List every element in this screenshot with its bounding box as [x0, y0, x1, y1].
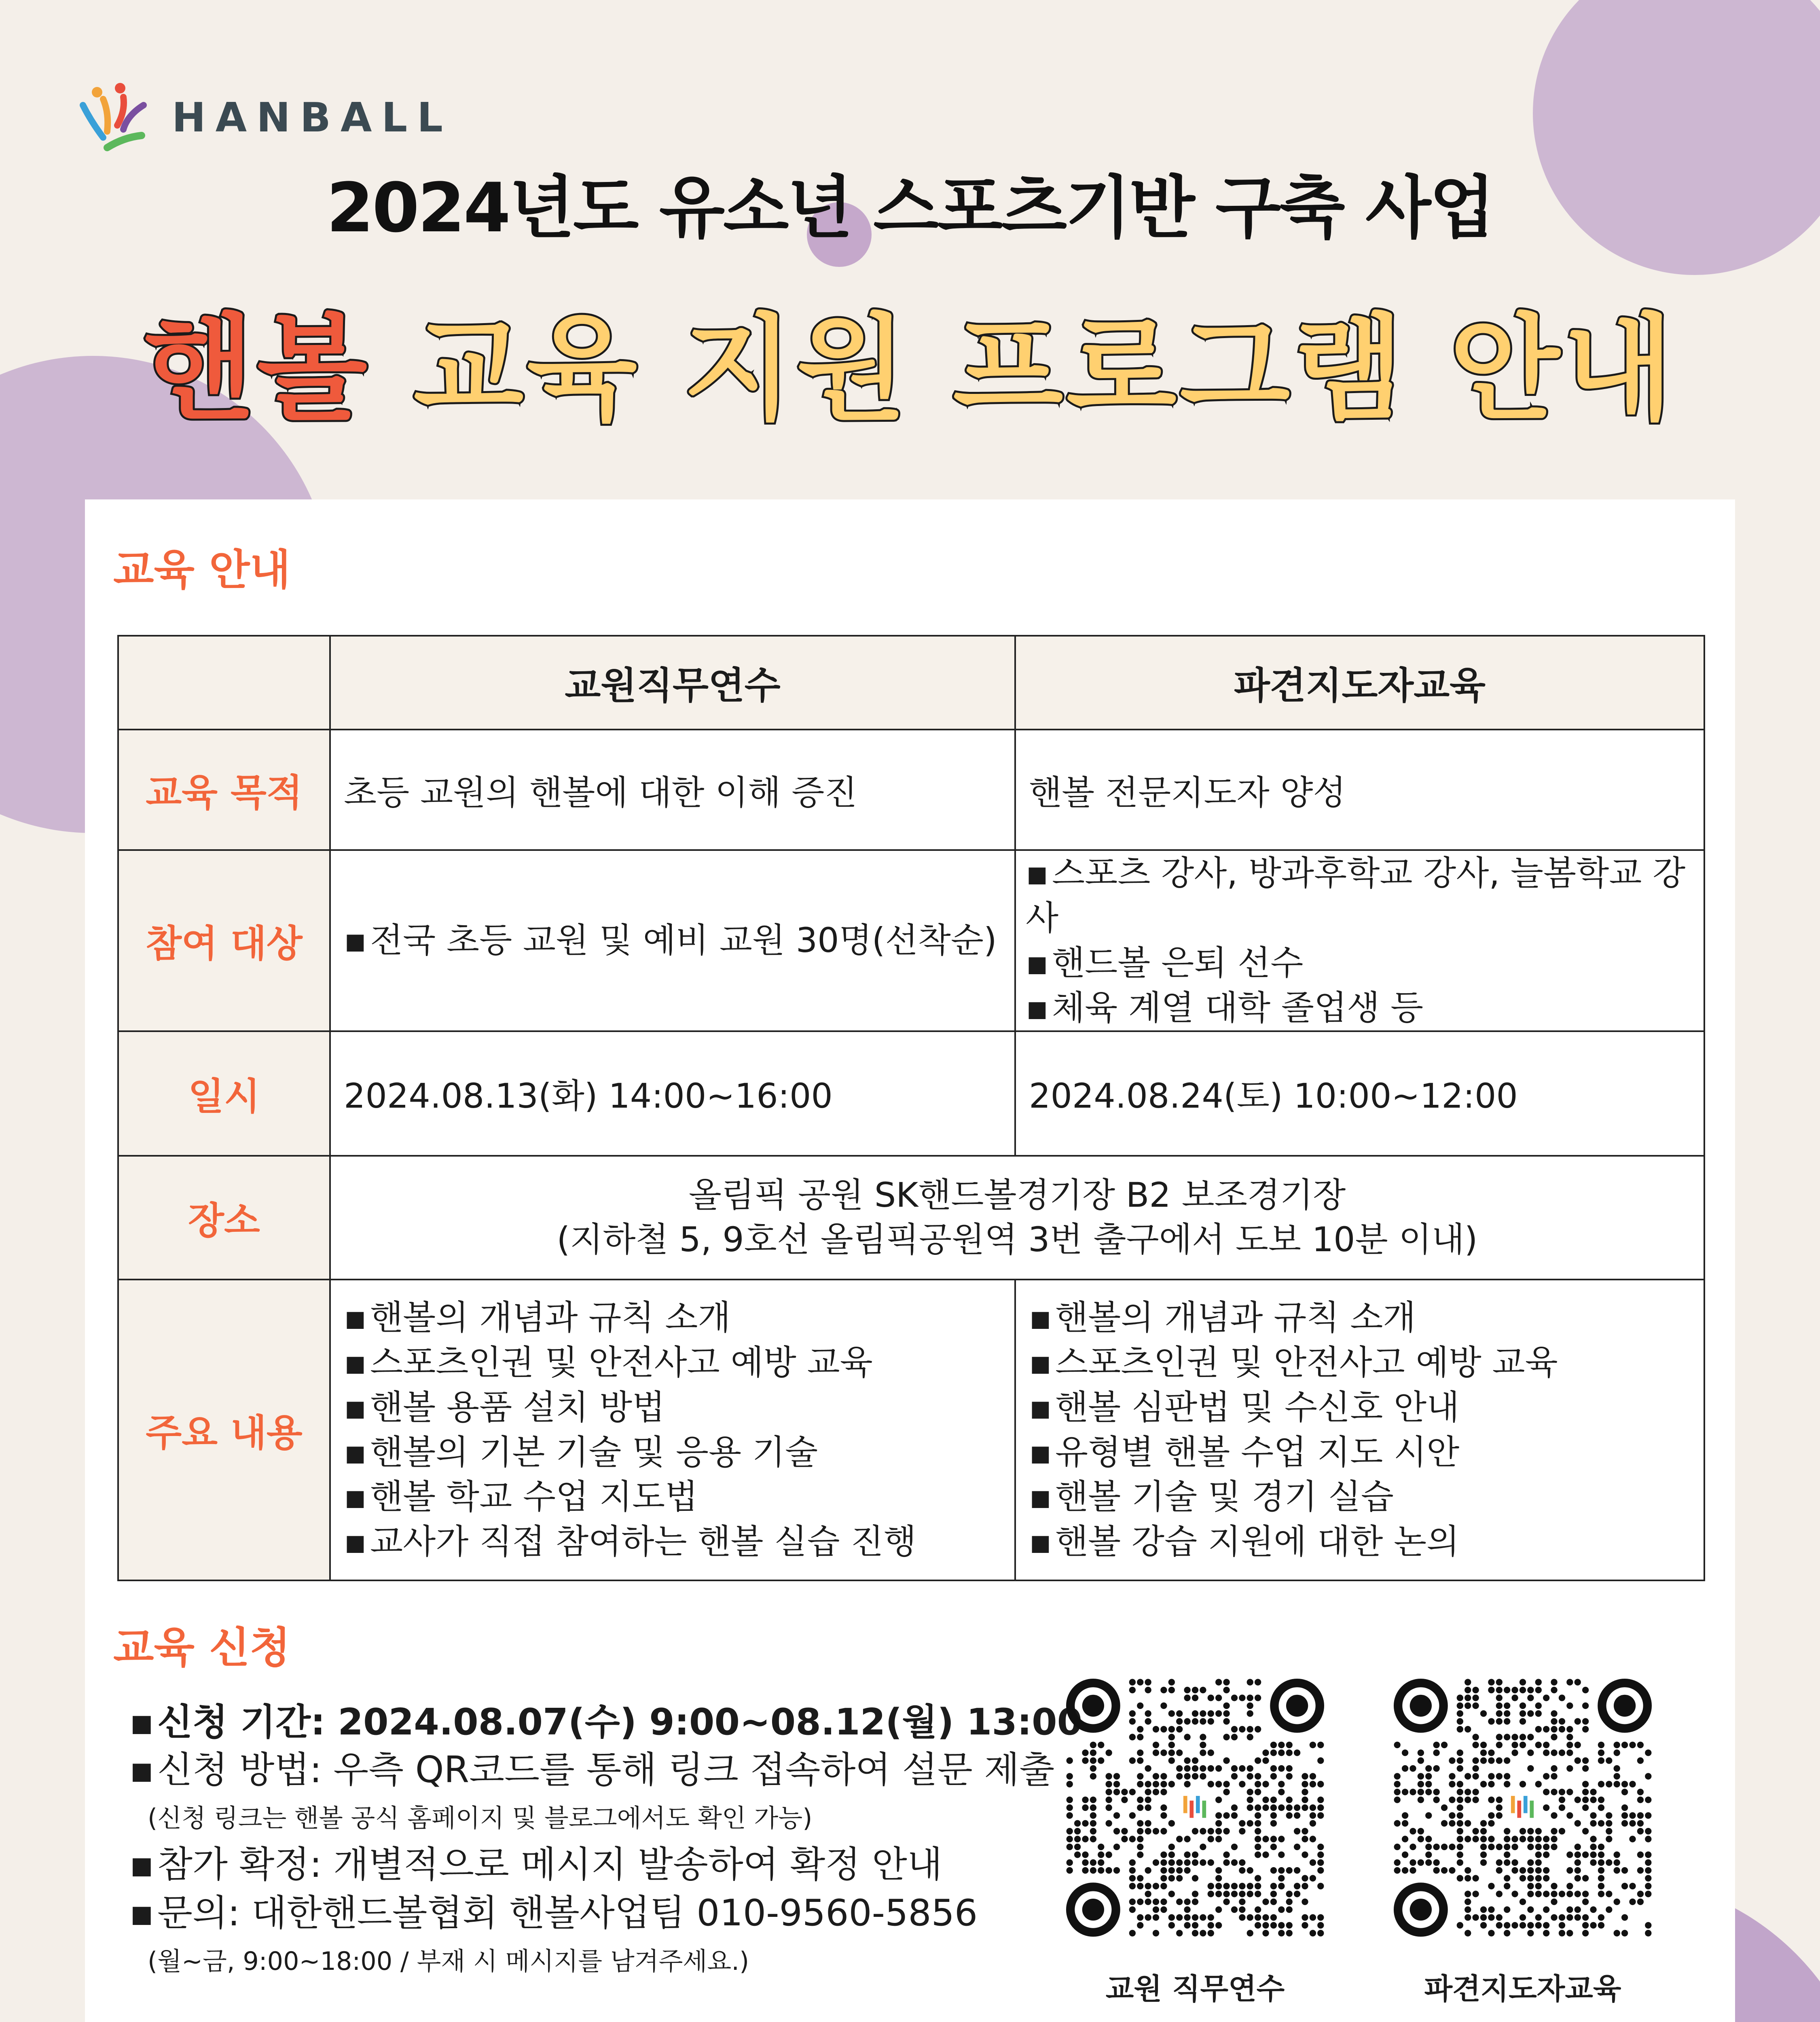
apply-contact: ▪ 문의: 대한핸드볼협회 핸볼사업팀 010-9560-5856 — [129, 1889, 978, 1937]
list-item: ▪ 체육 계열 대학 졸업생 등 — [1026, 986, 1704, 1030]
list-item: ▪ 핸볼 강습 지원에 대한 논의 — [1029, 1519, 1691, 1564]
table-header-instructor: 파견지도자교육 — [1015, 636, 1704, 730]
table-header-empty — [118, 636, 330, 730]
teacher-target — [330, 850, 1015, 1031]
headline: 2024년도 유소년 스포츠기반 구축 사업 — [326, 168, 1494, 247]
list-item: ▪ 핸볼 심판법 및 수신호 안내 — [1029, 1385, 1691, 1430]
instructor-content — [1015, 1280, 1704, 1580]
row-label-content: 주요 내용 — [118, 1280, 330, 1580]
qr-label-teacher: 교원 직무연수 — [1105, 1972, 1285, 2006]
row-label-target: 참여 대상 — [118, 850, 330, 1031]
list-item: ▪ 스포츠 강사, 방과후학교 강사, 늘봄학교 강사 — [1026, 851, 1704, 941]
page-title — [0, 277, 1820, 441]
apply-method-note: (신청 링크는 핸볼 공식 홈페이지 및 블로그에서도 확인 가능) — [148, 1803, 813, 1833]
hanball-logo — [75, 77, 453, 158]
place-line-1: 올림픽 공원 SK핸드볼경기장 B2 보조경기장 — [688, 1175, 1346, 1215]
table-row-target — [118, 850, 1704, 1031]
list-item: ▪ 유형별 핸볼 수업 지도 시안 — [1029, 1430, 1691, 1475]
list-item: ▪ 스포츠인권 및 안전사고 예방 교육 — [344, 1340, 1001, 1385]
teacher-date: 2024.08.13(화) 14:00~16:00 — [330, 1031, 1015, 1156]
instructor-purpose: 핸볼 전문지도자 양성 — [1015, 730, 1704, 850]
education-section-title: 교육 안내 — [113, 545, 291, 594]
list-item: ▪ 핸볼 기술 및 경기 실습 — [1029, 1474, 1691, 1519]
teacher-content — [330, 1280, 1015, 1580]
brand-name: HANBALL — [172, 93, 453, 141]
title-part-2: 교육 지원 프로그램 안내 — [413, 302, 1676, 436]
row-label-place: 장소 — [118, 1156, 330, 1280]
apply-confirm: ▪ 참가 확정: 개별적으로 메시지 발송하여 확정 안내 — [129, 1841, 942, 1888]
table-row-date — [118, 1031, 1704, 1156]
apply-section-title: 교육 신청 — [113, 1623, 291, 1672]
place-value — [330, 1156, 1704, 1280]
table-row-content — [118, 1280, 1704, 1580]
place-line-2: (지하철 5, 9호선 올림픽공원역 3번 출구에서 도보 10분 이내) — [557, 1219, 1478, 1259]
list-item: ▪ 핸볼의 개념과 규칙 소개 — [344, 1295, 1001, 1340]
list-item: ▪ 스포츠인권 및 안전사고 예방 교육 — [1029, 1340, 1691, 1385]
education-table — [117, 635, 1705, 1581]
row-label-purpose: 교육 목적 — [118, 730, 330, 850]
table-header-row — [118, 636, 1704, 730]
instructor-date: 2024.08.24(토) 10:00~12:00 — [1015, 1031, 1704, 1156]
qr-code-teacher[interactable] — [1066, 1678, 1325, 1937]
instructor-target — [1015, 850, 1704, 1031]
row-label-date: 일시 — [118, 1031, 330, 1156]
table-row-place — [118, 1156, 1704, 1280]
apply-method: ▪ 신청 방법: 우측 QR코드를 통해 링크 접속하여 설문 제출 — [129, 1746, 1054, 1794]
apply-contact-note: (월~금, 9:00~18:00 / 부재 시 메시지를 남겨주세요.) — [148, 1946, 749, 1976]
teacher-purpose: 초등 교원의 핸볼에 대한 이해 증진 — [330, 730, 1015, 850]
list-item: ▪ 핸볼 학교 수업 지도법 — [344, 1474, 1001, 1519]
list-item: ▪ 핸볼의 개념과 규칙 소개 — [1029, 1295, 1691, 1340]
table-row-purpose — [118, 730, 1704, 850]
qr-code-instructor[interactable] — [1393, 1678, 1652, 1937]
list-item: ▪ 핸드볼 은퇴 선수 — [1026, 941, 1704, 986]
table-header-teacher: 교원직무연수 — [330, 636, 1015, 730]
apply-period: ▪ 신청 기간: 2024.08.07(수) 9:00~08.12(월) 13:00 — [129, 1698, 1082, 1746]
list-item: ▪ 교사가 직접 참여하는 핸볼 실습 진행 — [344, 1519, 1001, 1564]
hanball-logo-icon — [75, 77, 156, 158]
list-item: ▪ 핸볼의 기본 기술 및 응용 기술 — [344, 1430, 1001, 1475]
list-item: ▪ 전국 초등 교원 및 예비 교원 30명(선착순) — [344, 918, 1001, 963]
qr-label-instructor: 파견지도자교육 — [1424, 1972, 1621, 2006]
title-part-1: 핸볼 — [144, 302, 370, 436]
list-item: ▪ 핸볼 용품 설치 방법 — [344, 1385, 1001, 1430]
